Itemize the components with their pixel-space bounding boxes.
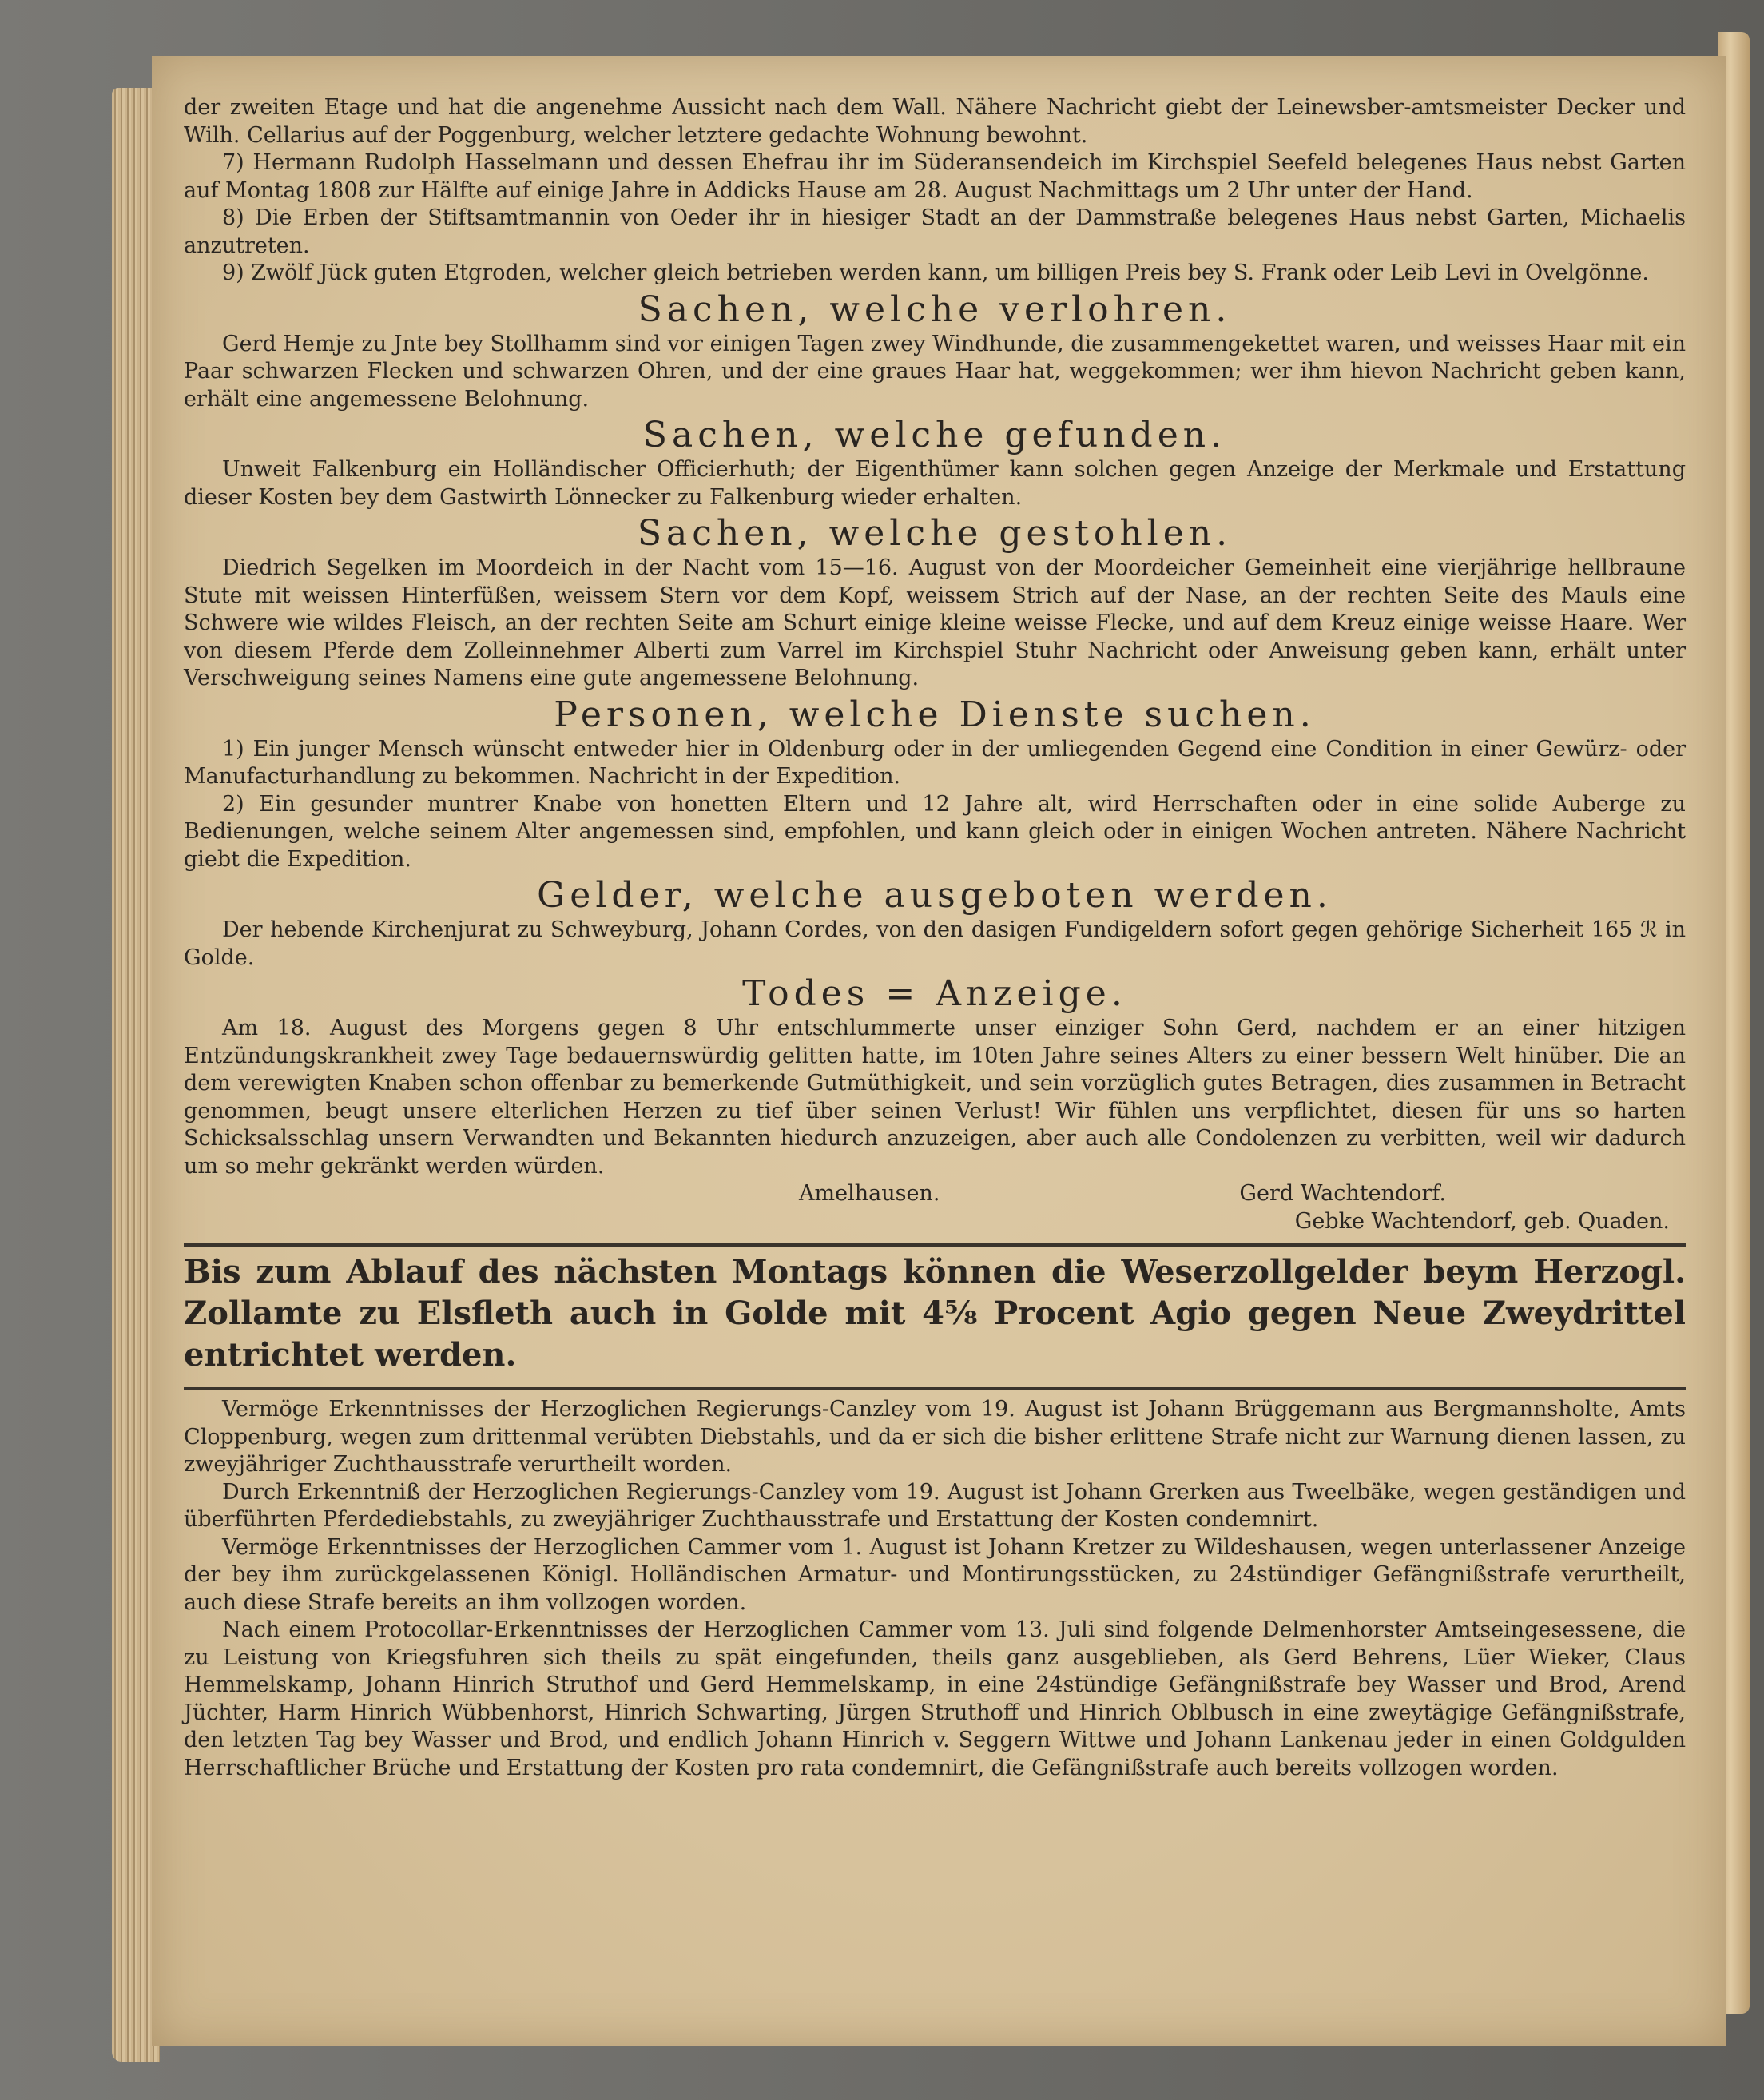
section-heading-stolen: Sachen, welche gestohlen. <box>637 513 1233 554</box>
section-services-text-2: 2) Ein gesunder muntrer Knabe von honetten Eltern und 12 Jahre alt, wird Herrschaften oder in eine solide Auberge zu Bedienungen, welche seinem Alter angemessen sind, empfohlen, und kann gleich oder in einigen Wochen antreten. Nähere Nachricht giebt die Expedition. <box>184 791 1686 872</box>
paragraph-bottom-1: Vermöge Erkenntnisses der Herzoglichen Regierungs-Canzley vom 19. August ist Johann Brüggemann aus Bergmannsholte, Amts Cloppenburg, wegen zum drittenmal verübten Diebstahls, und da er sich die bisher erlittene Strafe nicht zur Warnung dienen lassen, zu zweyjähriger Zuchthausstrafe verurtheilt worden. <box>184 1397 1686 1477</box>
paragraph-bottom-4: Nach einem Protocollar-Erkenntnisses der Herzoglichen Cammer vom 13. Juli sind folgende Delmenhorster Amtseingesessene, die zu Leistung von Kriegsfuhren sich theils zu spät eingefunden, theils ganz ausgeblieben, als Gerd Behrens, Lüer Wieker, Claus Hemmelskamp, Johann Hinrich Struthof und Gerd Hemmelskamp, in eine 24stündige Gefängnißstrafe bey Wasser und Brod, Arend Jüchter, Harm Hinrich Wübbenhorst, Hinrich Schwarting, Jürgen Struthoff und Hinrich Oblbusch in eine zweytägige Gefängnißstrafe, den letzten Tag bey Wasser und Brod, und endlich Johann Hinrich v. Seggern Wittwe und Johann Lankenau jeder in einen Goldgulden Herrschaftlicher Brüche und Erstattung der Kosten pro rata condemnirt, die Gefängnißstrafe auch bereits vollzogen worden. <box>184 1617 1686 1780</box>
section-services-text-1: 1) Ein junger Mensch wünscht entweder hier in Oldenburg oder in der umliegenden Gegend eine Condition in einer Gewürz- oder Manufacturhandlung zu bekommen. Nachricht in der Expedition. <box>184 736 1686 789</box>
section-found-text: Unweit Falkenburg ein Holländischer Officierhuth; der Eigenthümer kann solchen gegen Anzeige der Merkmale und Erstattung dieser Kosten bey dem Gastwirth Lönnecker zu Falkenburg wieder erhalten. <box>184 457 1686 510</box>
death-notice-signature-row <box>184 1180 1686 1208</box>
section-lost-text: Gerd Hemje zu Jnte bey Stollhamm sind vor einigen Tagen zwey Windhunde, die zusammengekettet waren, und weisses Haar mit ein Paar schwarzen Flecken und schwarzen Ohren, und der eine graues Haar hat, weggekommen; wer ihm hievon Nachricht geben kann, erhält eine angemessene Belohnung. <box>184 331 1686 412</box>
section-heading-death-notice: Todes = Anzeige. <box>742 973 1127 1014</box>
section-death-notice-text: Am 18. August des Morgens gegen 8 Uhr entschlummerte unser einziger Sohn Gerd, nachdem er an einer hitzigen Entzündungskrankheit zwey Tage bedauernswürdig gelitten hatte, im 10ten Jahre seines Alters zu einer bessern Welt hinüber. Die an dem verewigten Knaben schon offenbar zu bemerkende Gutmüthigkeit, und sein vorzüglich gutes Betragen, dies zusammen in Betracht genommen, beugt unsere elterlichen Herzen zu tief über seinen Verlust! Wir fühlen uns verpflichtet, diesen für uns so harten Schicksalsschlag unsern Verwandten und Bekannten hiedurch anzuzeigen, aber auch alle Condolenzen zu verbitten, weil wir dadurch um so mehr gekränkt werden würden. <box>184 1016 1686 1179</box>
death-notice-signature-2: Gebke Wachtendorf, geb. Quaden. <box>1294 1208 1670 1234</box>
death-notice-place: Amelhausen. <box>799 1181 940 1206</box>
section-stolen-text: Diedrich Segelken im Moordeich in der Nacht vom 15—16. August von der Moordeicher Gemeinheit eine vierjährige hellbraune Stute mit weissen Hinterfüßen, weissem Stern vor dem Kopf, weissem Strich auf der Nase, an der rechten Seite des Mauls eine Schwere wie wildes Fleisch, an der rechten Seite am Schurt einige kleine weisse Flecke, und auf dem Kreuz einige weisse Haare. Wer von diesem Pferde dem Zolleinnehmer Alberti zum Varrel im Kirchspiel Stuhr Nachricht oder Anweisung geben kann, erhält unter Verschweigung seines Namens eine gute angemessene Belohnung. <box>184 555 1686 690</box>
section-heading-found: Sachen, welche gefunden. <box>642 415 1227 455</box>
paragraph-top-2: 7) Hermann Rudolph Hasselmann und dessen Ehefrau ihr im Süderansendeich im Kirchspiel Seefeld belegenes Haus nebst Garten auf Montag 1808 zur Hälfte auf einige Jahre in Addicks Hause am 28. August Nachmittags um 2 Uhr unter der Hand. <box>184 150 1686 203</box>
section-money-text: Der hebende Kirchenjurat zu Schweyburg, Johann Cordes, von den dasigen Fundigeldern sofort gegen gehörige Sicherheit 165 ℛ in Golde. <box>184 917 1686 970</box>
divider-rule-bottom <box>184 1387 1686 1390</box>
section-heading-money: Gelder, welche ausgeboten werden. <box>537 875 1333 916</box>
death-notice-signature-1: Gerd Wachtendorf. <box>1239 1181 1446 1206</box>
paragraph-bottom-3: Vermöge Erkenntnisses der Herzoglichen Cammer vom 1. August ist Johann Kretzer zu Wildeshausen, wegen unterlassener Anzeige der bey ihm zurückgelassenen Königl. Holländischen Armatur- und Montirungsstücken, zu 24stündiger Gefängnißstrafe verurtheilt, auch diese Strafe bereits an ihm vollzogen worden. <box>184 1534 1686 1615</box>
paragraph-top-3: 8) Die Erben der Stiftsamtmannin von Oeder ihr in hiesiger Stadt an der Dammstraße belegenes Haus nebst Garten, Michaelis anzutreten. <box>184 205 1686 258</box>
paragraph-bottom-2: Durch Erkenntniß der Herzoglichen Regierungs-Canzley vom 19. August ist Johann Grerken aus Tweelbäke, wegen geständigen und überführten Pferdediebstahls, zu zweyjähriger Zuchthausstrafe und Erstattung der Kosten condemnirt. <box>184 1479 1686 1532</box>
section-heading-services: Personen, welche Dienste suchen. <box>554 694 1316 735</box>
paragraph-top-4: 9) Zwölf Jück guten Etgroden, welcher gleich betrieben werden kann, um billigen Preis bey S. Frank oder Leib Levi in Ovelgönne. <box>222 261 1649 285</box>
weser-toll-notice: Bis zum Ablauf des nächsten Montags können die Weserzollgelder beym Herzogl. Zollamte zu Elsfleth auch in Golde mit 4⅝ Procent Agio gegen Neue Zweydrittel entrichtet werden. <box>184 1253 1686 1374</box>
divider-rule-top <box>184 1243 1686 1247</box>
section-heading-lost: Sachen, welche verlohren. <box>638 288 1232 330</box>
page-content <box>184 94 1686 1782</box>
paragraph-top-1: der zweiten Etage und hat die angenehme Aussicht nach dem Wall. Nähere Nachricht giebt der Leinewsber-amtsmeister Decker und Wilh. Cellarius auf der Poggenburg, welcher letztere gedachte Wohnung bewohnt. <box>184 95 1686 148</box>
